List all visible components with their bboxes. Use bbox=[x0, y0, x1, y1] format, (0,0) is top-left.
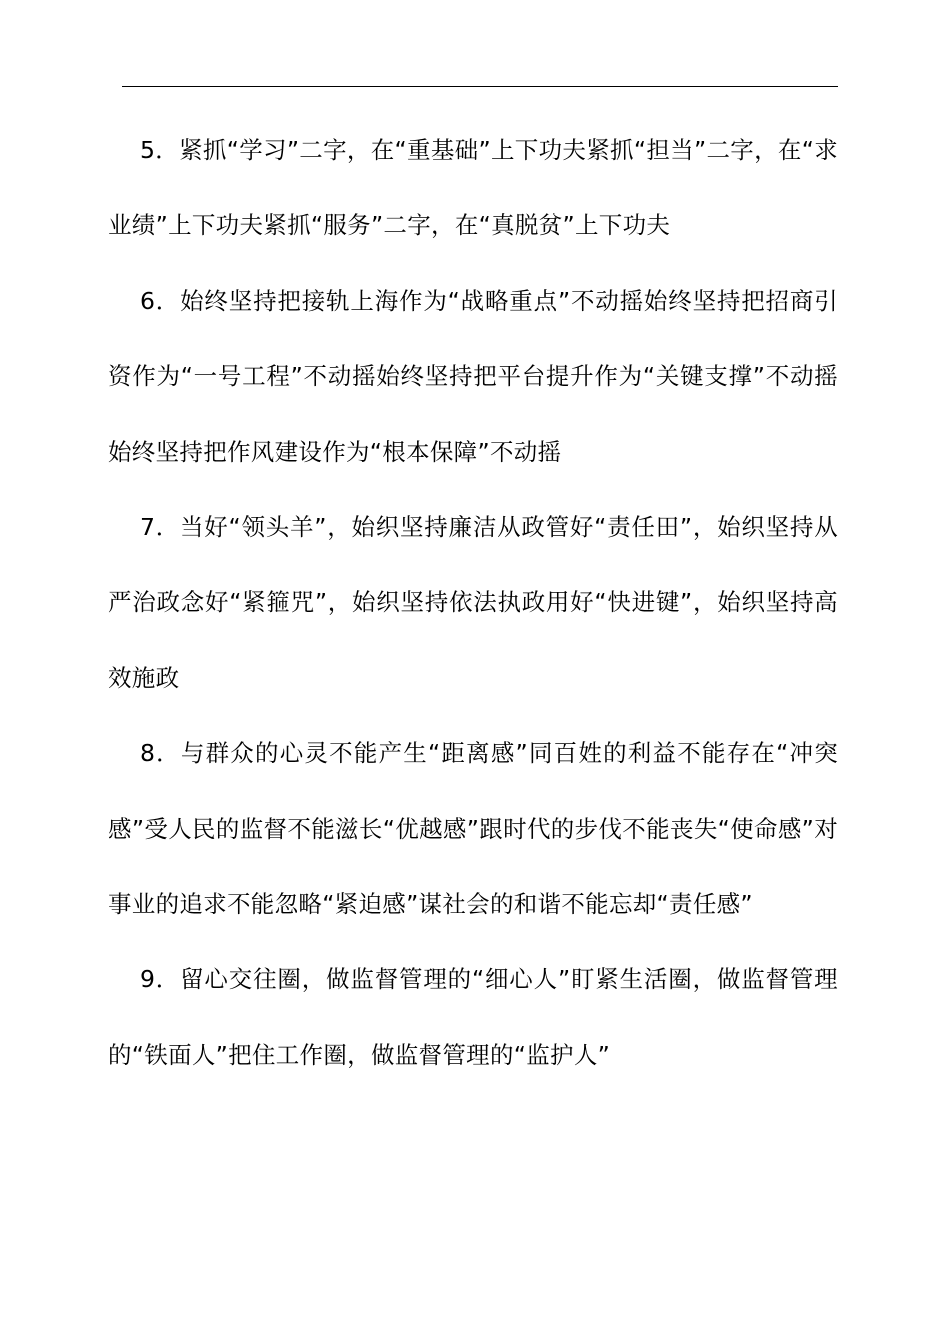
header-divider bbox=[122, 86, 838, 87]
paragraph-9: 9．留心交往圈，做监督管理的“细心人”盯紧生活圈，做监督管理的“铁面人”把住工作圈，做监督管理的“监护人” bbox=[108, 965, 838, 1069]
paragraph-5: 5．紧抓“学习”二字，在“重基础”上下功夫紧抓“担当”二字，在“求业绩”上下功夫紧抓“服务”二字，在“真脱贫”上下功夫 bbox=[108, 136, 838, 240]
paragraph-7: 7．当好“领头羊”，始织坚持廉洁从政管好“责任田”，始织坚持从严治政念好“紧箍咒”，始织坚持依法执政用好“快进键”，始织坚持高效施政 bbox=[108, 513, 838, 692]
document-body bbox=[108, 113, 838, 1093]
paragraph-6: 6．始终坚持把接轨上海作为“战略重点”不动摇始终坚持把招商引资作为“一号工程”不动摇始终坚持把平台提升作为“关键支撑”不动摇始终坚持把作风建设作为“根本保障”不动摇 bbox=[108, 286, 838, 466]
paragraph-8: 8．与群众的心灵不能产生“距离感”同百姓的利益不能存在“冲突感”受人民的监督不能滋长“优越感”跟时代的步伐不能丧失“使命感”对事业的追求不能忽略“紧迫感”谋社会的和谐不能忘却“责任感” bbox=[108, 739, 838, 919]
